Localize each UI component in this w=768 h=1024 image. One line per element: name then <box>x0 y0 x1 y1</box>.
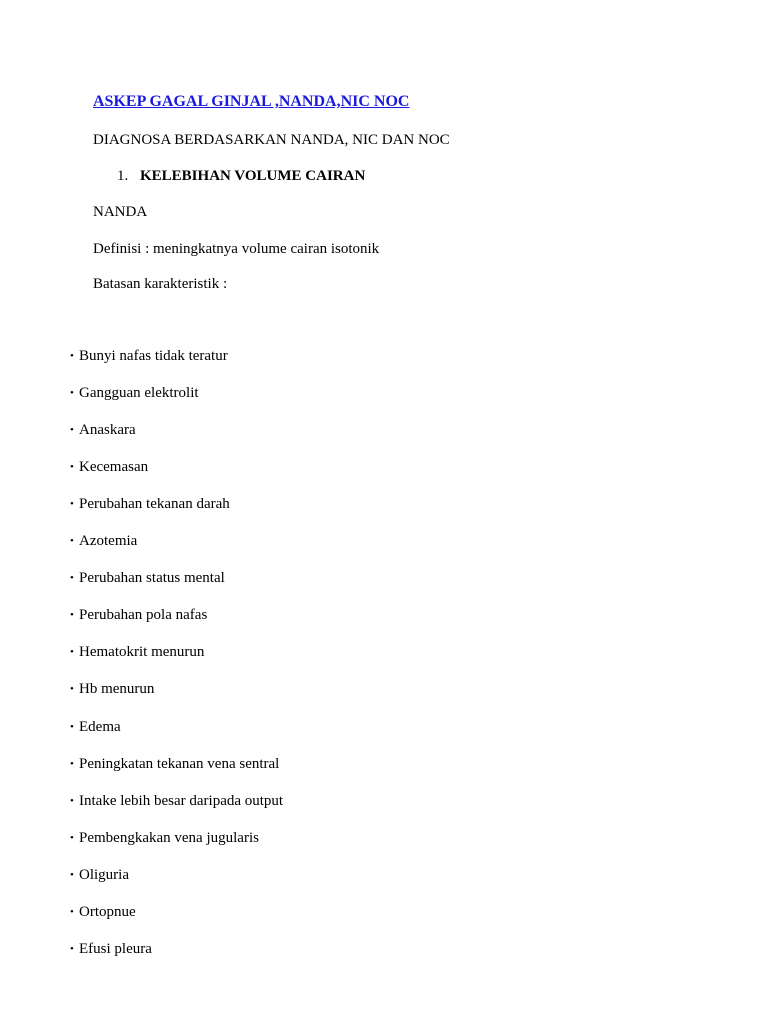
bullet-icon: • <box>70 720 74 733</box>
document-subtitle: DIAGNOSA BERDASARKAN NANDA, NIC DAN NOC <box>93 132 450 148</box>
bullet-icon: • <box>70 609 74 622</box>
list-item-text: Anaskara <box>79 422 136 439</box>
definition-text: Definisi : meningkatnya volume cairan isotonik <box>93 241 380 257</box>
list-item <box>70 458 148 476</box>
list-item <box>70 347 228 365</box>
bullet-icon: • <box>70 942 74 955</box>
list-item-text: Hematokrit menurun <box>79 644 205 661</box>
list-item <box>70 866 129 884</box>
list-item-text: Bunyi nafas tidak teratur <box>79 348 228 364</box>
list-item <box>70 903 136 921</box>
list-item <box>70 829 259 847</box>
list-item <box>70 643 204 661</box>
bullet-icon: • <box>70 757 74 770</box>
bullet-icon: • <box>70 831 74 844</box>
bullet-icon: • <box>70 387 74 400</box>
list-item <box>70 755 279 773</box>
numbered-heading-number: 1. <box>117 168 129 184</box>
list-item-text: Perubahan status mental <box>79 570 225 587</box>
characteristics-label: Batasan karakteristik : <box>93 276 228 292</box>
bullet-icon: • <box>70 905 74 918</box>
bullet-icon: • <box>70 646 74 659</box>
list-item-text: Perubahan pola nafas <box>79 607 208 624</box>
list-item <box>70 792 283 810</box>
numbered-heading-text: KELEBIHAN VOLUME CAIRAN <box>140 168 366 184</box>
bullet-icon: • <box>70 683 74 696</box>
document-title-link[interactable]: ASKEP GAGAL GINJAL ,NANDA,NIC NOC <box>93 93 410 110</box>
list-item <box>70 680 154 698</box>
bullet-icon: • <box>70 350 74 362</box>
list-item-text: Gangguan elektrolit <box>79 385 199 402</box>
list-item-text: Ortopnue <box>79 903 136 920</box>
list-item <box>70 421 136 439</box>
list-item-text: Efusi pleura <box>79 940 152 957</box>
list-item-text: Intake lebih besar daripada output <box>79 792 284 809</box>
numbered-heading <box>117 167 365 185</box>
list-item-text: Hb menurun <box>79 681 155 698</box>
list-item-text: Perubahan tekanan darah <box>79 496 230 513</box>
list-item <box>70 532 137 550</box>
bullet-icon: • <box>70 498 74 511</box>
list-item-text: Peningkatan tekanan vena sentral <box>79 755 280 772</box>
list-item-text: Oliguria <box>79 866 129 883</box>
nanda-label: NANDA <box>93 204 148 220</box>
bullet-icon: • <box>70 794 74 807</box>
list-item <box>70 384 199 402</box>
list-item <box>70 718 121 736</box>
list-item <box>70 606 207 624</box>
bullet-icon: • <box>70 572 74 585</box>
bullet-icon: • <box>70 461 74 474</box>
list-item <box>70 569 225 587</box>
list-item-text: Kecemasan <box>79 459 149 476</box>
list-item-text: Edema <box>79 718 121 735</box>
list-item-text: Azotemia <box>79 533 138 550</box>
list-item <box>70 495 230 513</box>
list-item <box>70 940 152 958</box>
list-item-text: Pembengkakan vena jugularis <box>79 829 259 846</box>
bullet-icon: • <box>70 424 74 437</box>
bullet-icon: • <box>70 535 74 548</box>
bullet-icon: • <box>70 868 74 881</box>
